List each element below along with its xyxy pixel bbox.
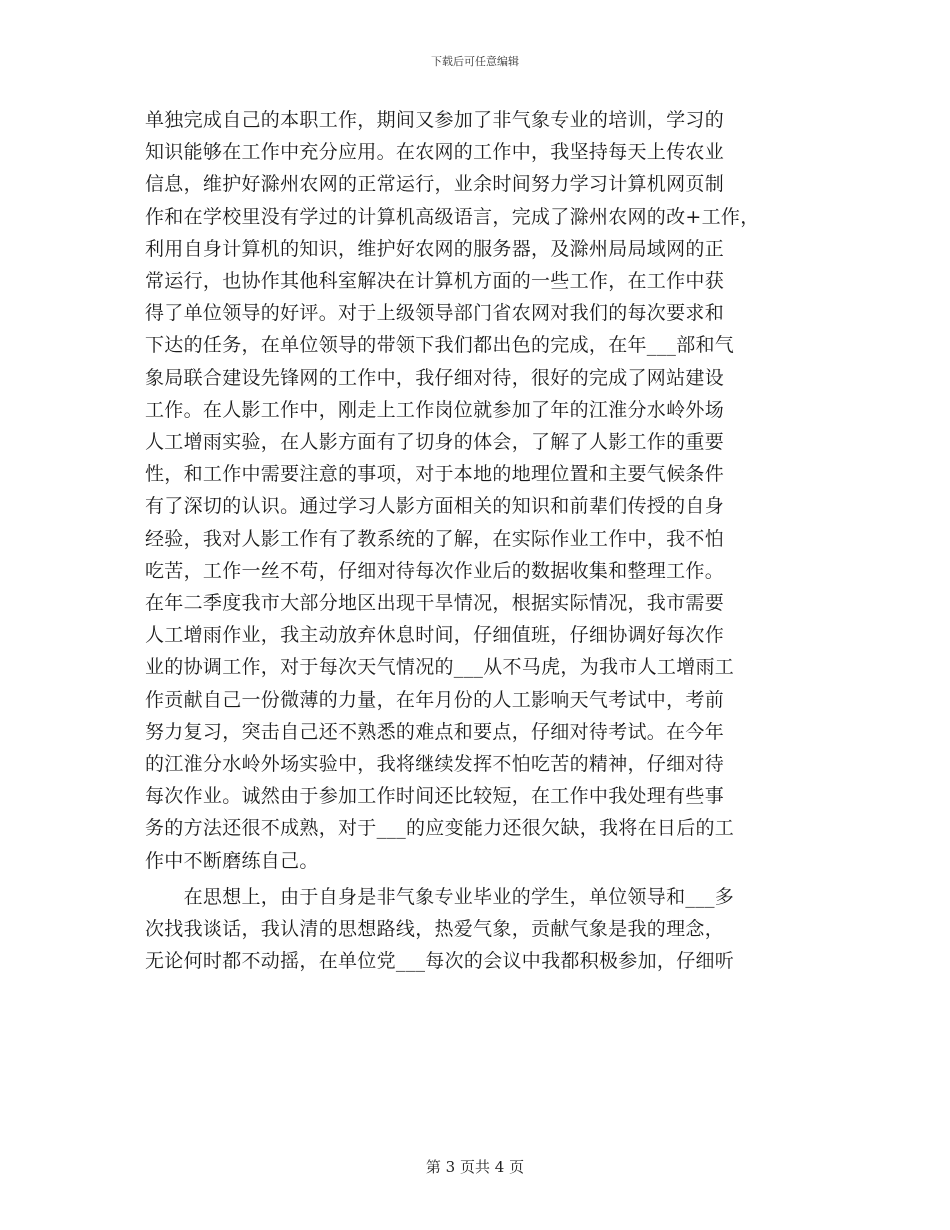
text-line: 有了深切的认识。通过学习人影方面相关的知识和前辈们传授的自身 xyxy=(145,495,725,518)
text-line: 在年二季度我市大部分地区出现干旱情况，根据实际情况，我市需要 xyxy=(145,592,725,615)
text-line: 单独完成自己的本职工作，期间又参加了非气象专业的培训，学习的 xyxy=(145,109,725,131)
text-line: 得了单位领导的好评。对于上级领导部门省农网对我们的每次要求和 xyxy=(145,302,725,325)
text-line: 的江淮分水岭外场实验中，我将继续发挥不怕吃苦的精神，仔细对待 xyxy=(145,753,725,776)
paragraph-2 xyxy=(145,881,815,978)
text-line: 在思想上，由于自身是非气象专业毕业的学生，单位领导和___多 xyxy=(145,885,735,908)
text-line: 作贡献自己一份微薄的力量，在年月份的人工影响天气考试中，考前 xyxy=(145,688,725,711)
text-line: 人工增雨实验，在人影方面有了切身的体会，了解了人影工作的重要 xyxy=(145,431,725,454)
page-header: 下载后可任意编辑 xyxy=(431,55,519,68)
text-line: 作和在学校里没有学过的计算机高级语言，完成了滁州农网的改+工作， xyxy=(145,205,760,228)
text-line: 工作。在人影工作中，刚走上工作岗位就参加了年的江淮分水岭外场 xyxy=(145,398,725,421)
text-line: 下达的任务，在单位领导的带领下我们都出色的完成，在年___部和气 xyxy=(145,334,735,357)
text-line: 作中不断磨练自己。 xyxy=(145,849,319,872)
text-line: 业的协调工作，对于每次天气情况的___从不马虎，为我市人工增雨工 xyxy=(145,656,735,679)
text-line: 利用自身计算机的知识，维护好农网的服务器，及滁州局局域网的正 xyxy=(145,237,725,260)
text-line: 信息，维护好滁州农网的正常运行，业余时间努力学习计算机网页制 xyxy=(145,173,725,196)
paragraph-1 xyxy=(145,104,815,877)
text-line: 性，和工作中需要注意的事项，对于本地的地理位置和主要气候条件 xyxy=(145,463,725,486)
text-line: 人工增雨作业，我主动放弃休息时间，仔细值班，仔细协调好每次作 xyxy=(145,624,725,647)
text-line: 次找我谈话，我认清的思想路线，热爱气象，贡献气象是我的理念， xyxy=(145,918,725,941)
text-line: 无论何时都不动摇，在单位党___每次的会议中我都积极参加，仔细听 xyxy=(145,950,735,973)
page-footer: 第 3 页共 4 页 xyxy=(425,1158,525,1176)
text-line: 经验，我对人影工作有了教系统的了解，在实际作业工作中，我不怕 xyxy=(145,527,725,550)
document-body xyxy=(145,104,815,977)
text-line: 努力复习，突击自己还不熟悉的难点和要点，仔细对待考试。在今年 xyxy=(145,720,725,743)
text-line: 象局联合建设先锋网的工作中，我仔细对待，很好的完成了网站建设 xyxy=(145,366,725,389)
text-line: 常运行，也协作其他科室解决在计算机方面的一些工作，在工作中获 xyxy=(145,270,725,293)
text-line: 吃苦，工作一丝不苟，仔细对待每次作业后的数据收集和整理工作。 xyxy=(145,559,725,582)
text-line: 务的方法还很不成熟，对于___的应变能力还很欠缺，我将在日后的工 xyxy=(145,817,735,840)
text-line: 每次作业。诚然由于参加工作时间还比较短，在工作中我处理有些事 xyxy=(145,785,725,808)
text-line: 知识能够在工作中充分应用。在农网的工作中，我坚持每天上传农业 xyxy=(145,141,725,164)
